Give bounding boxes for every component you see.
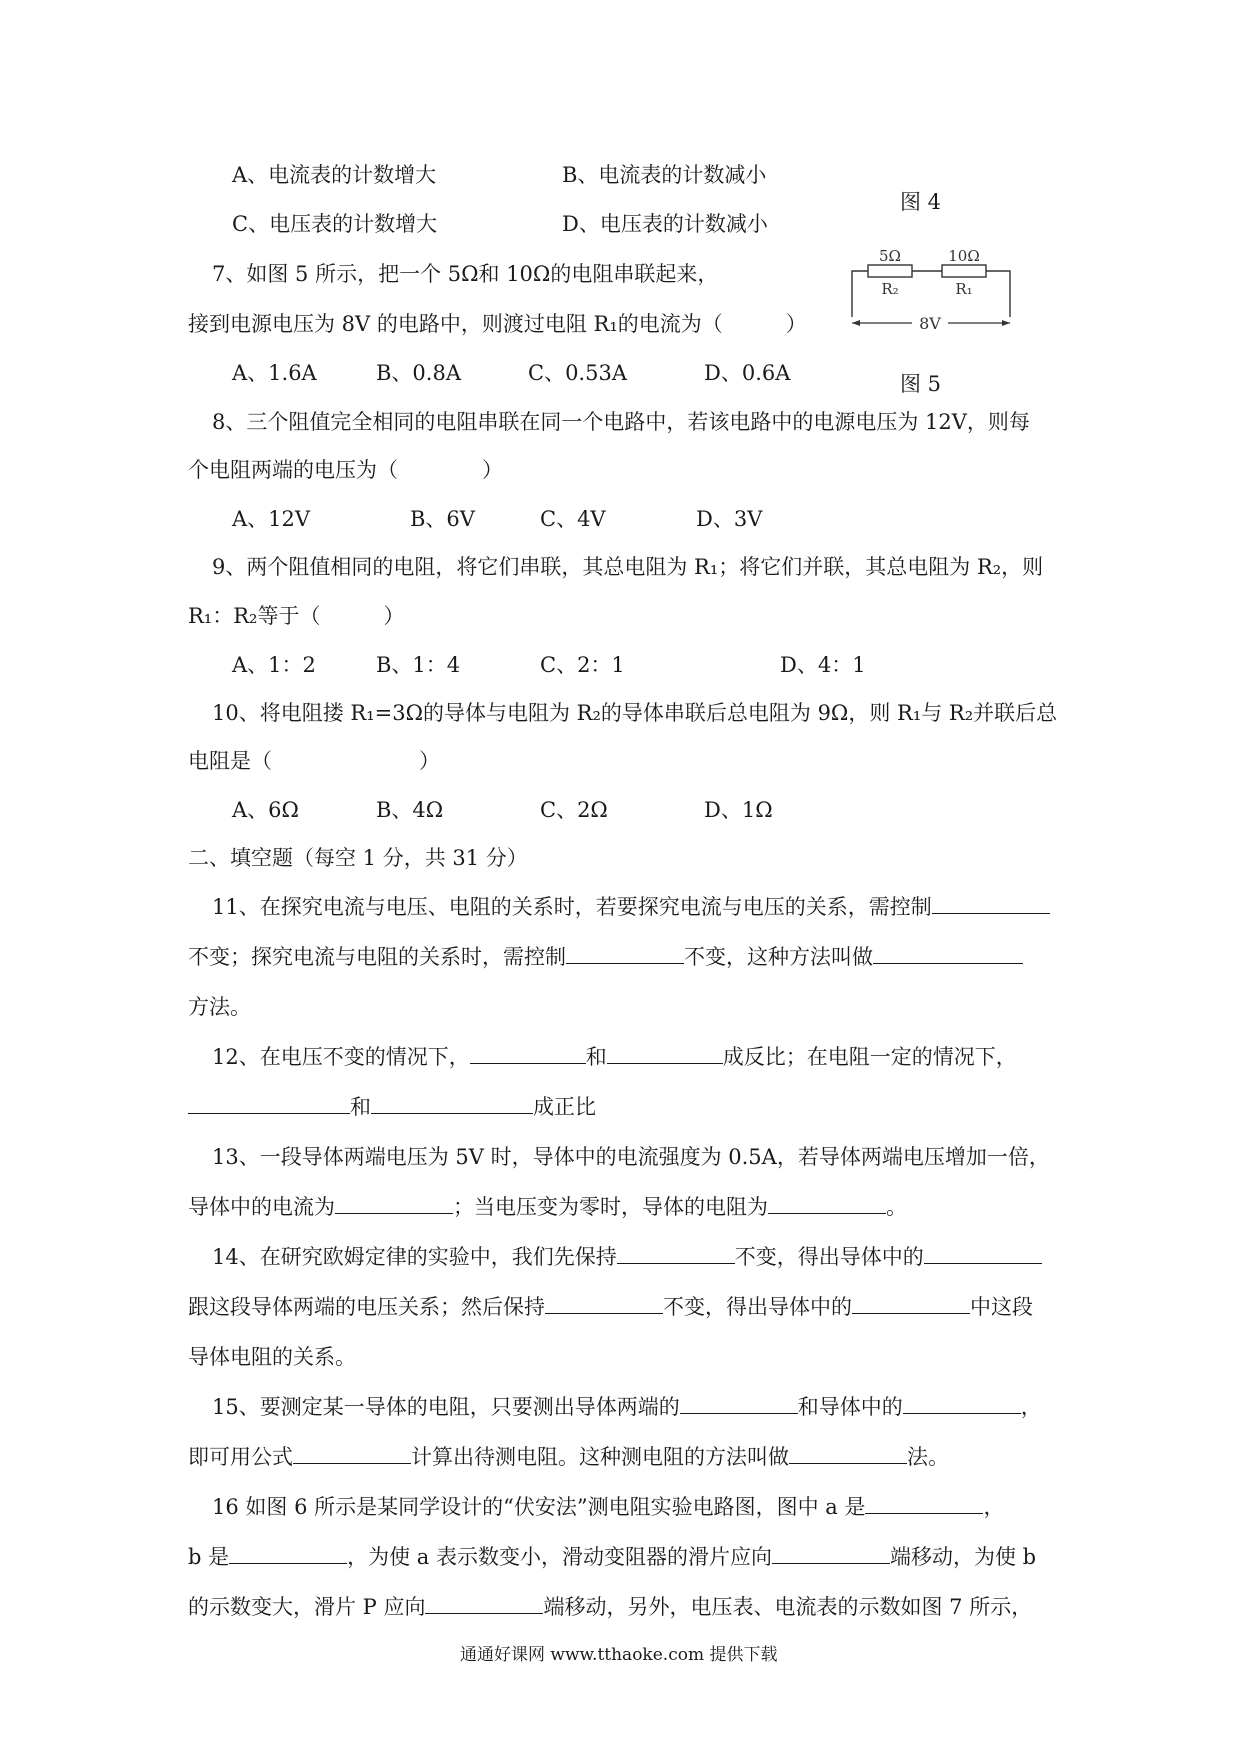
answer-blank[interactable] [545,1293,663,1314]
r2-value: 5Ω [879,247,901,265]
q13-text-4: 。 [886,1195,907,1219]
answer-blank[interactable] [932,893,1050,914]
q11-line1 [212,892,1050,922]
q6-option-c: C、电压表的计数增大 [232,212,438,236]
q15-line2 [188,1442,949,1472]
q13-line2 [188,1192,907,1222]
resistor-r2 [868,265,912,277]
q7-option-b: B、0.8A [376,361,461,385]
q10-option-c: C、2Ω [540,798,608,822]
q6-option-d: D、电压表的计数减小 [562,212,768,236]
q11-line2 [188,942,1023,972]
q15-text-3: ， [1020,1395,1042,1419]
q15-text-5: 计算出待测电阻。这种测电阻的方法叫做 [411,1445,789,1469]
q7-option-c: C、0.53A [528,361,627,385]
q10-line1: 10、将电阻搂 R₁=3Ω的导体与电阻为 R₂的导体串联后总电阻为 9Ω，则 R₁与 R₂并联后总 [212,701,1058,725]
answer-blank[interactable] [768,1193,886,1214]
r2-name: R₂ [881,280,899,298]
q10-line2: 电阻是（ ） [188,749,440,773]
page-footer: 通通好课网 www.tthaoke.com 提供下载 [460,1645,778,1665]
q10-option-d: D、1Ω [704,798,773,822]
q6-option-b: B、电流表的计数减小 [562,163,767,187]
q9-option-c: C、2：1 [540,653,625,677]
q12-line1 [212,1042,1017,1072]
q9-line1: 9、两个阻值相同的电阻，将它们串联，其总电阻为 R₁；将它们并联，其总电阻为 R₂，则 [212,555,1044,579]
q16-line3 [188,1592,1032,1622]
q16-text-1: 16 如图 6 所示是某同学设计的“伏安法”测电阻实验电路图，图中 a 是 [212,1495,866,1519]
section-2-title: 二、填空题（每空 1 分，共 31 分） [188,846,528,870]
voltage-label: 8V [919,314,941,333]
answer-blank[interactable] [680,1393,798,1414]
q11-text-2: 不变；探究电流与电阻的关系时，需控制 [188,945,566,969]
q16-text-2: ， [983,1495,1005,1519]
q16-text-3: b 是 [188,1545,230,1569]
answer-blank[interactable] [873,943,1023,964]
answer-blank[interactable] [772,1543,890,1564]
q16-text-5: 端移动，为使 b [890,1545,1037,1569]
answer-blank[interactable] [470,1043,586,1064]
q14-text-6: 导体电阻的关系。 [188,1345,356,1369]
q12-text-5: 成正比 [533,1095,596,1119]
q12-text-2: 和 [585,1045,607,1069]
q7-line2: 接到电源电压为 8V 的电路中，则渡过电阻 R₁的电流为（ ） [188,312,807,336]
q8-line1: 8、三个阻值完全相同的电阻串联在同一个电路中，若该电路中的电源电压为 12V，则每 [212,410,1030,434]
q11-text-4: 方法。 [188,995,251,1019]
answer-blank[interactable] [371,1093,533,1114]
answer-blank[interactable] [903,1393,1021,1414]
resistor-r1 [942,265,986,277]
q8-option-c: C、4V [540,507,606,531]
figure-5-circuit [840,245,1020,337]
q16-line1 [212,1492,1004,1522]
q7-option-a: A、1.6A [232,361,317,385]
answer-blank[interactable] [293,1443,411,1464]
figure-5-label: 图 5 [900,372,942,396]
answer-blank[interactable] [229,1543,347,1564]
q16-line2 [188,1542,1036,1572]
q16-text-6: 的示数变大，滑片 P 应向 [188,1595,426,1619]
r1-value: 10Ω [948,247,980,265]
answer-blank[interactable] [924,1243,1042,1264]
answer-blank[interactable] [789,1443,907,1464]
q7-line1: 7、如图 5 所示，把一个 5Ω和 10Ω的电阻串联起来， [212,262,719,286]
answer-blank[interactable] [617,1243,735,1264]
q15-text-6: 法。 [907,1445,949,1469]
q9-option-d: D、4：1 [780,653,866,677]
q14-text-5: 中这段 [970,1295,1033,1319]
q12-line2 [188,1092,596,1122]
q7-option-d: D、0.6A [704,361,791,385]
q16-text-7: 端移动，另外，电压表、电流表的示数如图 7 所示， [543,1595,1033,1619]
answer-blank[interactable] [852,1293,970,1314]
q14-line2 [188,1292,1033,1322]
q9-option-b: B、1：4 [376,653,461,677]
q16-text-4: ，为使 a 表示数变小，滑动变阻器的滑片应向 [347,1545,772,1569]
q13-text-3: ；当电压变为零时，导体的电阻为 [453,1195,768,1219]
figure-4-label: 图 4 [900,190,942,214]
answer-blank[interactable] [335,1193,453,1214]
q11-text-1: 11、在探究电流与电压、电阻的关系时，若要探究电流与电压的关系，需控制 [212,895,932,919]
q14-text-2: 不变，得出导体中的 [734,1245,924,1269]
q10-option-a: A、6Ω [232,798,299,822]
q15-line1 [212,1392,1042,1422]
q13-text-2: 导体中的电流为 [188,1195,335,1219]
q12-text-4: 和 [350,1095,371,1119]
q10-option-b: B、4Ω [376,798,444,822]
q8-line2: 个电阻两端的电压为（ ） [188,458,503,482]
q9-line2: R₁：R₂等于（ ） [188,604,405,628]
q12-text-1: 12、在电压不变的情况下， [212,1045,470,1069]
answer-blank[interactable] [188,1093,350,1114]
q14-text-1: 14、在研究欧姆定律的实验中，我们先保持 [212,1245,617,1269]
q9-option-a: A、1：2 [232,653,316,677]
answer-blank[interactable] [865,1493,983,1514]
answer-blank[interactable] [607,1043,723,1064]
q13-line1: 13、一段导体两端电压为 5V 时，导体中的电流强度为 0.5A，若导体两端电压增加一倍， [212,1145,1050,1169]
q14-text-3: 跟这段导体两端的电压关系；然后保持 [188,1295,545,1319]
answer-blank[interactable] [566,943,684,964]
q6-option-a: A、电流表的计数增大 [232,163,437,187]
q14-text-4: 不变，得出导体中的 [663,1295,852,1319]
q8-option-a: A、12V [232,507,311,531]
q15-text-1: 15、要测定某一导体的电阻，只要测出导体两端的 [212,1395,680,1419]
q14-line1 [212,1242,1042,1272]
q15-text-2: 和导体中的 [797,1395,903,1419]
q15-text-4: 即可用公式 [188,1445,293,1469]
r1-name: R₁ [955,280,973,298]
q8-option-b: B、6V [410,507,475,531]
q11-text-3: 不变，这种方法叫做 [684,945,873,969]
q8-option-d: D、3V [696,507,763,531]
answer-blank[interactable] [425,1593,543,1614]
q12-text-3: 成反比；在电阻一定的情况下， [722,1045,1017,1069]
